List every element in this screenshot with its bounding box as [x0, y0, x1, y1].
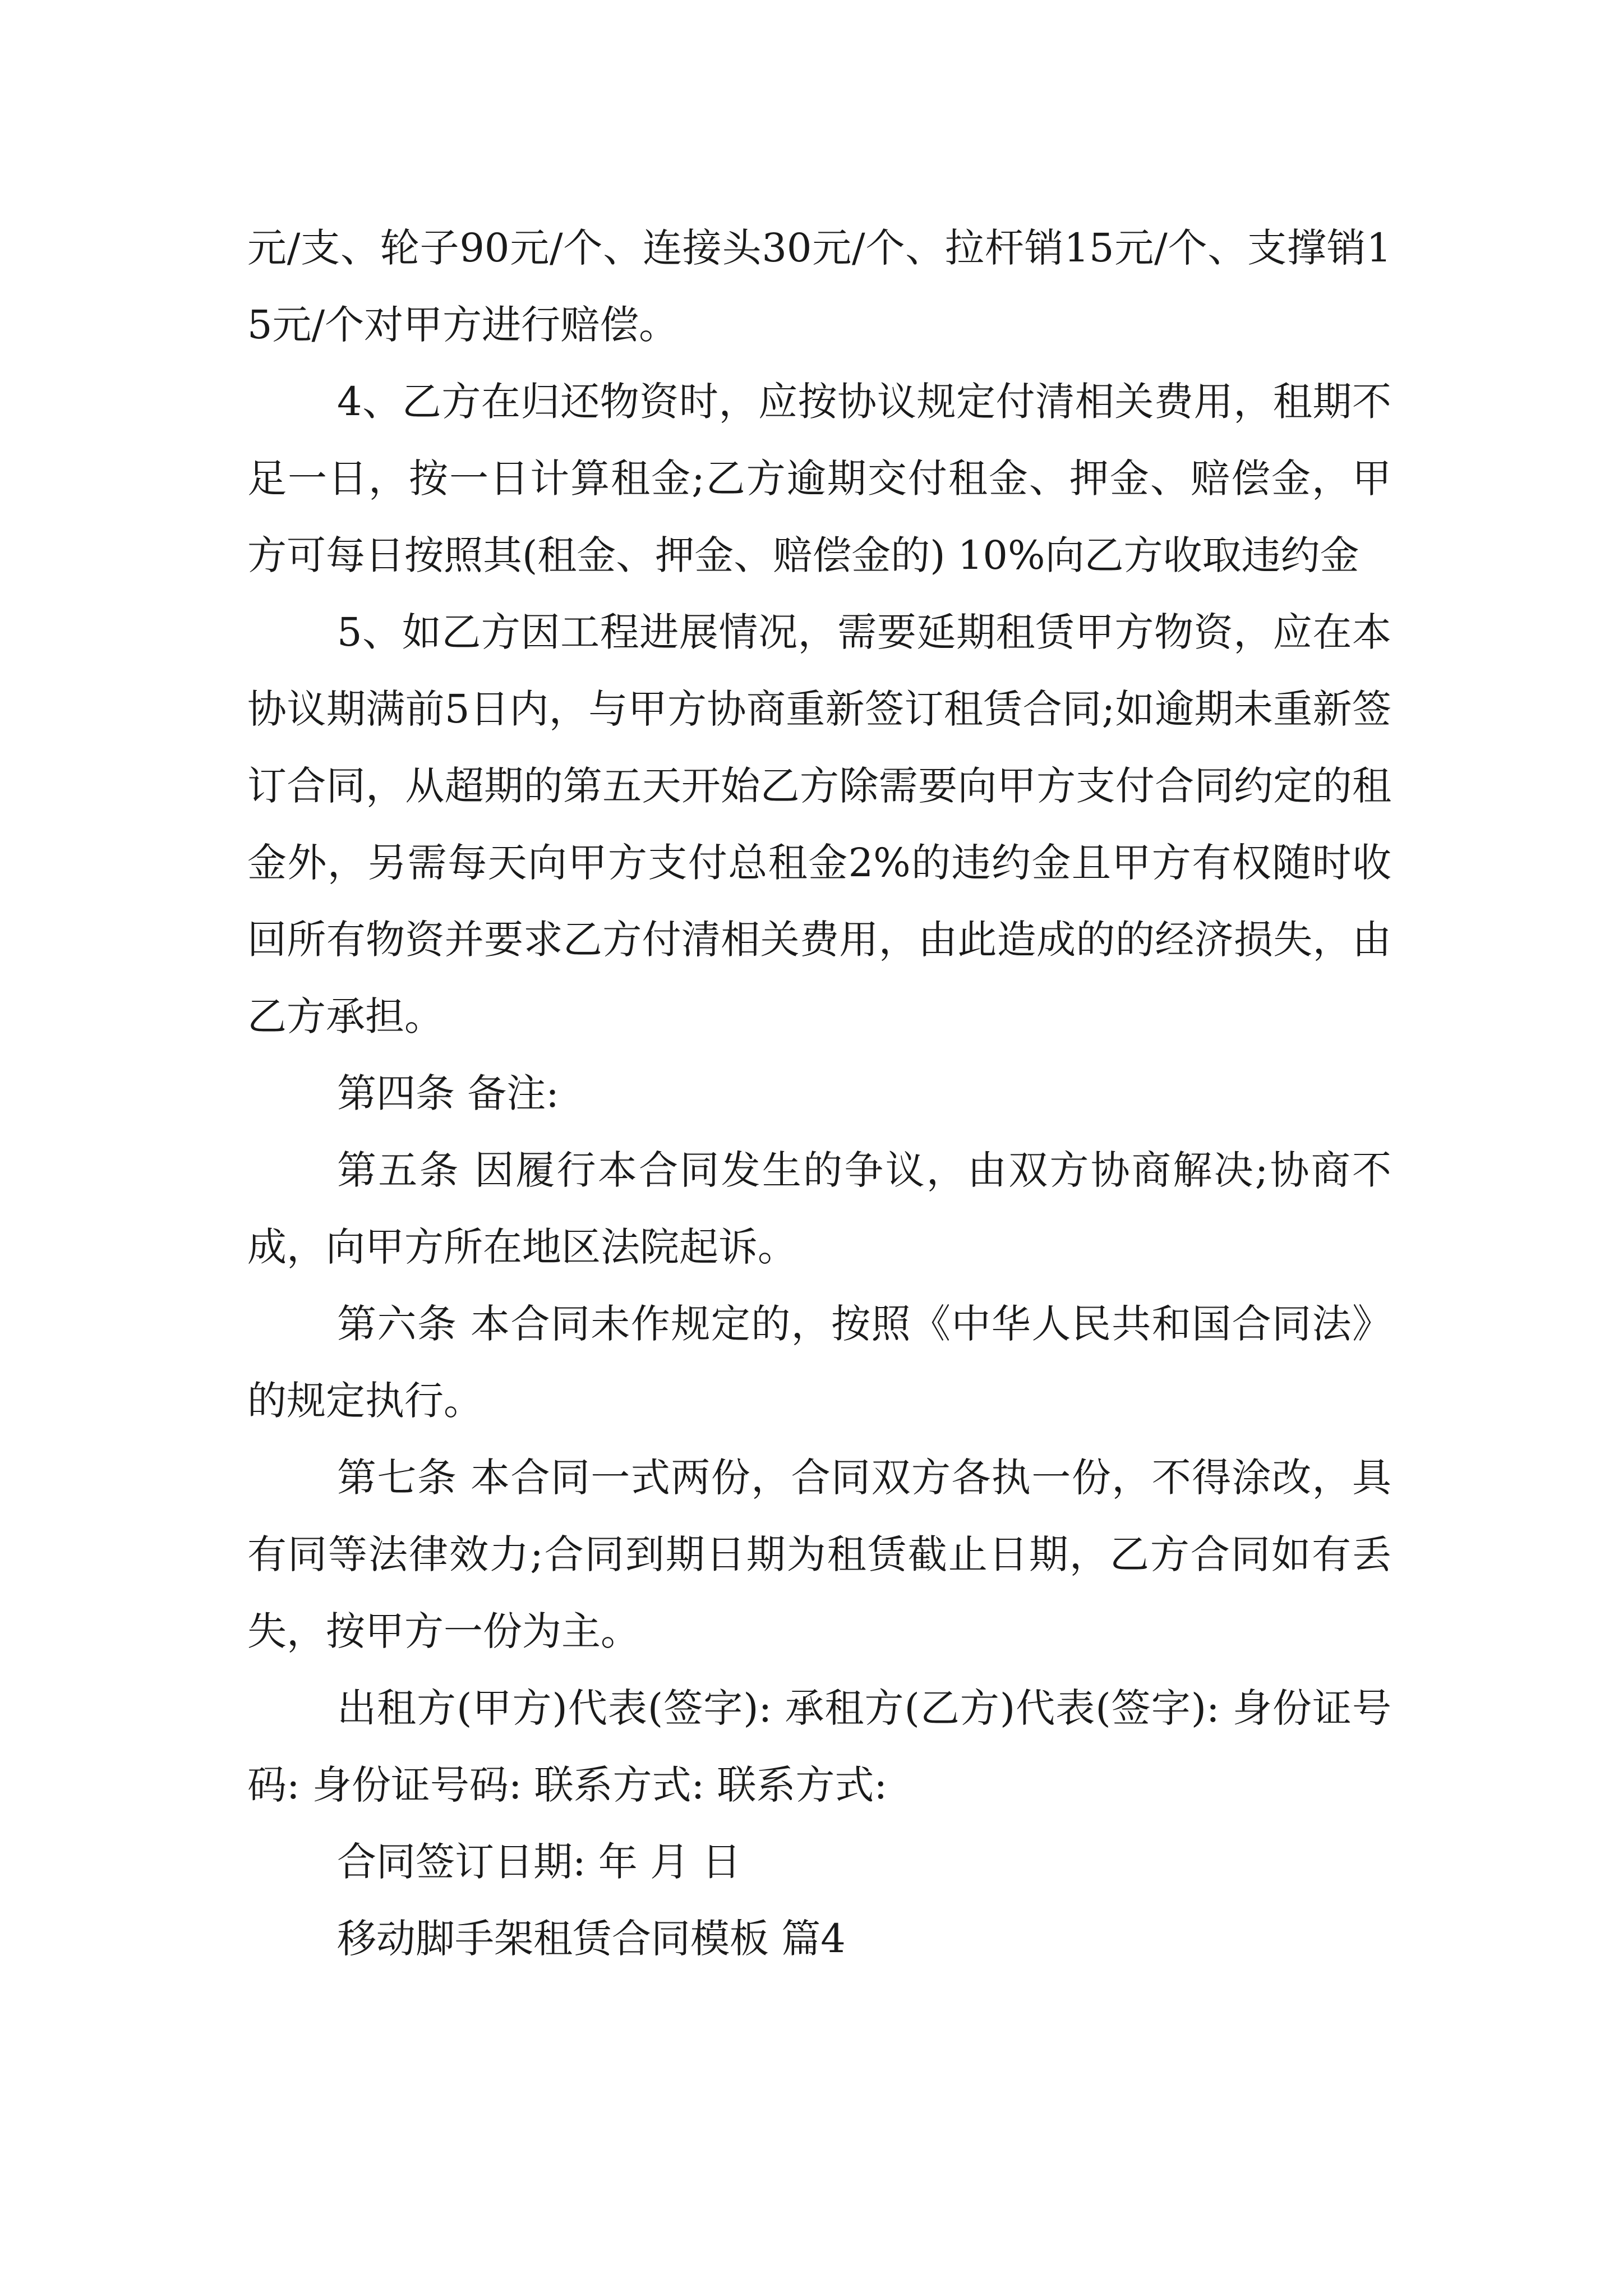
- paragraph-clause-5: 5、如乙方因工程进展情况，需要延期租赁甲方物资，应在本协议期满前5日内，与甲方协商重新签订租赁合同;如逾期未重新签订合同，从超期的第五天开始乙方除需要向甲方支付合同约定的租金外，另需每天向甲方支付总租金2%的违约金且甲方有权随时收回所有物资并要求乙方付清相关费用，由此造成的的经济损失，由乙方承担。: [247, 609, 1391, 1039]
- paragraph-article-5: 第五条 因履行本合同发生的争议，由双方协商解决;协商不成，向甲方所在地区法院起诉。: [247, 1147, 1391, 1270]
- paragraph-article-4: 第四条 备注:: [337, 1070, 559, 1116]
- paragraph-next-template-heading: 移动脚手架租赁合同模板 篇4: [337, 1916, 846, 1962]
- paragraph-sign-date: 合同签订日期: 年 月 日: [337, 1839, 741, 1885]
- paragraph-clause-4: 4、乙方在归还物资时，应按协议规定付清相关费用，租期不足一日，按一日计算租金;乙方逾期交付租金、押金、赔偿金，甲方可每日按照其(租金、押金、赔偿金的) 10%向乙方收取违约金: [247, 379, 1391, 578]
- paragraph-signatures: 出租方(甲方)代表(签字): 承租方(乙方)代表(签字): 身份证号码: 身份证号码: 联系方式: 联系方式:: [247, 1685, 1391, 1808]
- paragraph-article-7: 第七条 本合同一式两份，合同双方各执一份，不得涂改，具有同等法律效力;合同到期日期为租赁截止日期，乙方合同如有丢失，按甲方一份为主。: [247, 1455, 1391, 1654]
- paragraph-compensation-rates: 元/支、轮子90元/个、连接头30元/个、拉杆销15元/个、支撑销15元/个对甲方进行赔偿。: [247, 225, 1391, 348]
- document-body: [247, 210, 1391, 1977]
- paragraph-article-6: 第六条 本合同未作规定的，按照《中华人民共和国合同法》的规定执行。: [247, 1301, 1391, 1424]
